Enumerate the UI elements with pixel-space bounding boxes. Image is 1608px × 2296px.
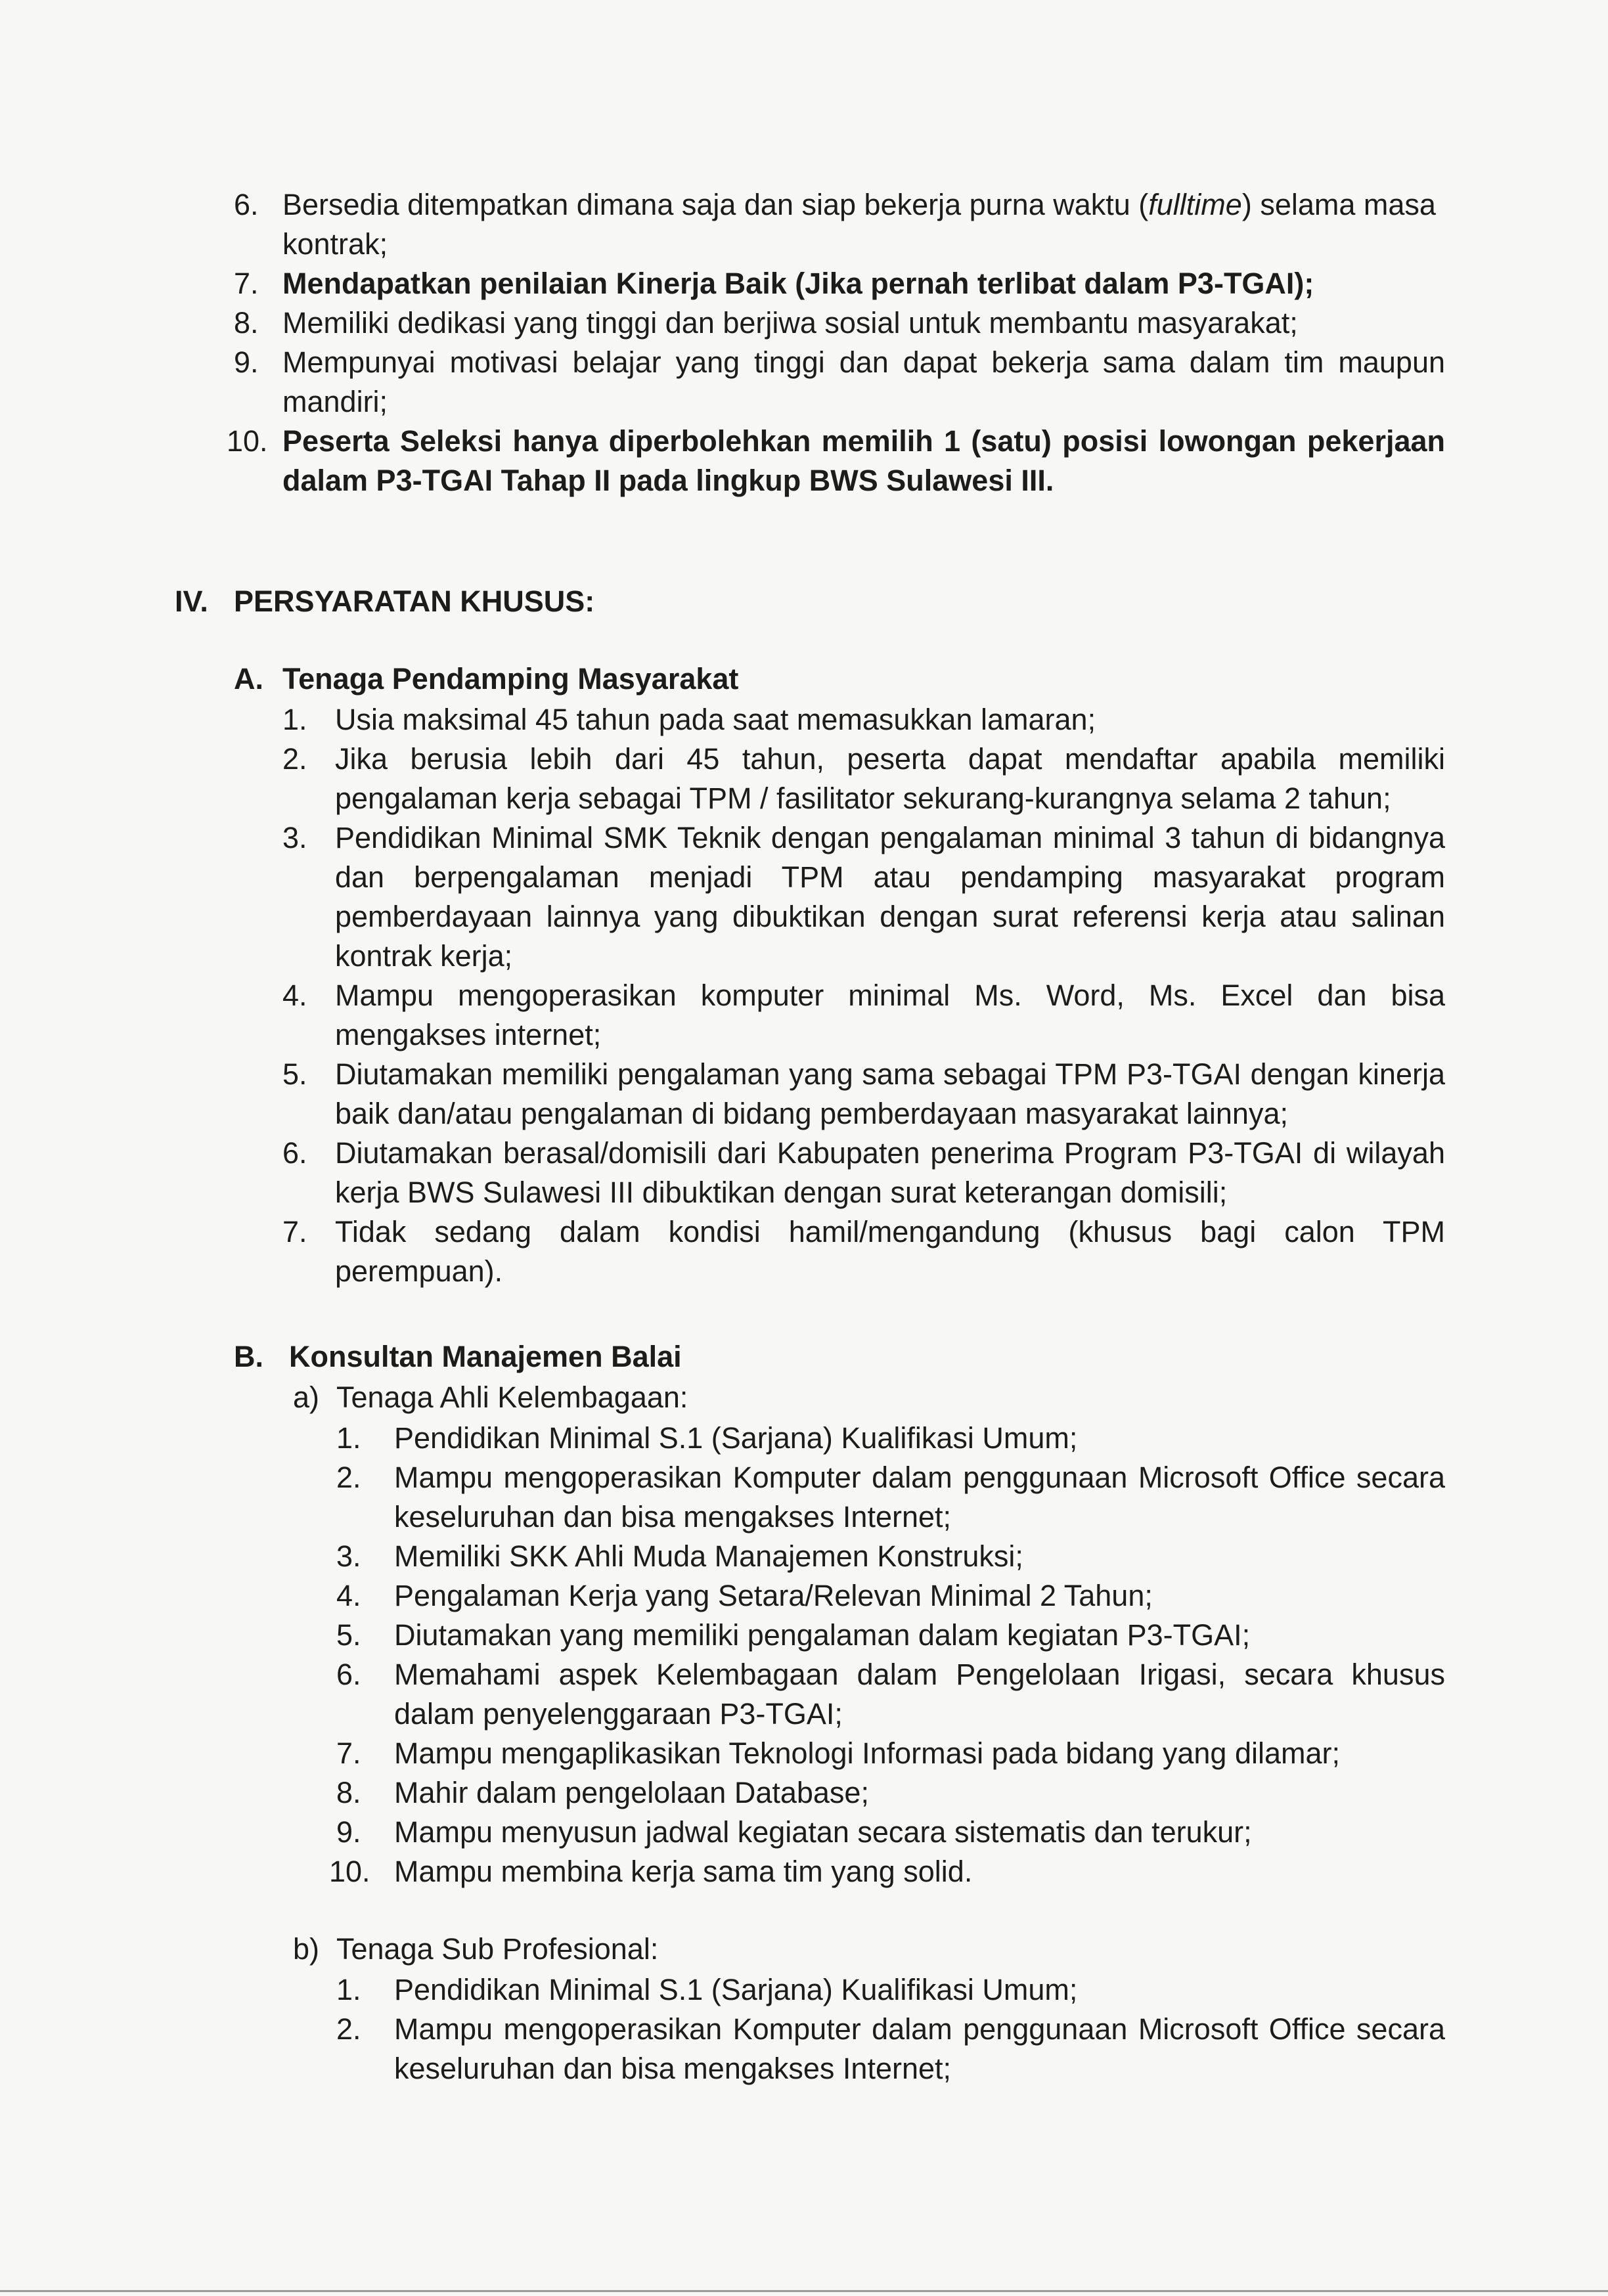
list-number: 7. xyxy=(282,1215,307,1248)
list-number: 2. xyxy=(282,742,307,776)
list-number: 2. xyxy=(336,1461,361,1494)
list-text: Diutamakan memiliki pengalaman yang sama sebagai TPM P3-TGAI dengan kinerja xyxy=(335,1057,1445,1091)
list-number: 10. xyxy=(227,424,268,458)
section-title: PERSYARATAN KHUSUS: xyxy=(234,585,595,618)
list-text: Tidak sedang dalam kondisi hamil/mengandung (khusus bagi calon TPM xyxy=(335,1215,1445,1248)
list-text: Mampu menyusun jadwal kegiatan secara sistematis dan terukur; xyxy=(394,1815,1252,1849)
list-text: Pengalaman Kerja yang Setara/Relevan Minimal 2 Tahun; xyxy=(394,1579,1153,1612)
list-text: keseluruhan dan bisa mengakses Internet; xyxy=(394,1500,952,1534)
list-number: 1. xyxy=(336,1421,361,1455)
subsection-letter: A. xyxy=(234,662,263,695)
list-text: kerja BWS Sulawesi III dibuktikan dengan surat keterangan domisili; xyxy=(335,1176,1228,1209)
list-text: dan berpengalaman menjadi TPM atau pendamping masyarakat program xyxy=(335,860,1445,894)
group-label: b) xyxy=(293,1932,320,1966)
list-text: Diutamakan berasal/domisili dari Kabupaten penerima Program P3-TGAI di wilayah xyxy=(335,1136,1445,1170)
list-number: 1. xyxy=(282,703,307,736)
list-text: pengalaman kerja sebagai TPM / fasilitator sekurang-kurangnya selama 2 tahun; xyxy=(335,782,1391,815)
list-text: Bersedia ditempatkan dimana saja dan siap bekerja purna waktu (fulltime) selama masa xyxy=(282,188,1436,221)
list-number: 8. xyxy=(234,306,259,340)
list-text: Pendidikan Minimal S.1 (Sarjana) Kualifikasi Umum; xyxy=(394,1973,1078,2006)
list-text: pemberdayaan lainnya yang dibuktikan dengan surat referensi kerja atau salinan xyxy=(335,900,1445,933)
list-text: keseluruhan dan bisa mengakses Internet; xyxy=(394,2052,952,2085)
list-number: 5. xyxy=(336,1618,361,1652)
list-number: 9. xyxy=(234,345,259,379)
group-title: Tenaga Ahli Kelembagaan: xyxy=(336,1380,688,1414)
list-text: Mampu membina kerja sama tim yang solid. xyxy=(394,1855,973,1888)
list-number: 2. xyxy=(336,2012,361,2046)
subsection-letter: B. xyxy=(234,1340,263,1373)
list-text: Mahir dalam pengelolaan Database; xyxy=(394,1776,869,1809)
list-text: Memiliki dedikasi yang tinggi dan berjiwa sosial untuk membantu masyarakat; xyxy=(282,306,1298,340)
list-text: Memahami aspek Kelembagaan dalam Pengelolaan Irigasi, secara khusus xyxy=(394,1658,1445,1691)
list-number: 3. xyxy=(282,821,307,854)
list-text: perempuan). xyxy=(335,1254,503,1288)
document-page: 6. Bersedia ditempatkan dimana saja dan siap bekerja purna waktu (fulltime) selama masa kontrak; 7. Mendapatkan penilaian Kinerja Baik (Jika pernah terlibat dalam P3-TGAI); 8. Memiliki dedikasi yang tinggi dan berjiwa sosial untuk membantu masyarakat; 9. Mempunyai motivasi belajar yang tinggi dan dapat bekerja sama dalam tim maupun mandiri; 10. Peserta Seleksi hanya diperbolehkan memilih 1 (satu) posisi lowongan pekerjaan dalam P3-TGAI Tahap II pada lingkup BWS Sulawesi III. IV. PERSYARATAN KHUSUS: A. Tenaga Pendamping Masyarakat 1. Usia maksimal 45 tahun pada saat memasukkan lamaran; 2. Jika berusia lebih dari 45 tahun, peserta dapat mendaftar apabila memiliki pengalaman kerja sebagai TPM / fasilitator sekurang-kurangnya selama 2 tahun; 3. Pendidikan Minimal SMK Teknik dengan pengalaman minimal 3 tahun di bidangnya dan berpengalaman menjadi TPM atau pendamping masyarakat program pemberdayaan lainnya yang dibuktikan dengan surat referensi kerja atau salinan kontrak kerja; 4. Mampu mengoperasikan komputer minimal Ms. Word, Ms. Excel dan bisa mengakses internet; 5. Diutamakan memiliki pengalaman yang sama sebagai TPM P3-TGAI dengan kinerja baik dan/atau pengalaman di bidang pemberdayaan masyarakat lainnya; 6. Diutamakan berasal/domisili dari Kabupaten penerima Program P3-TGAI di wilayah kerja BWS Sulawesi III dibuktikan dengan surat keterangan domisili; 7. Tidak sedang dalam kondisi hamil/mengandung (khusus bagi calon TPM perempuan). B. Konsultan Manajemen Balai a) Tenaga Ahli Kelembagaan: 1. Pendidikan Minimal S.1 (Sarjana) Kualifikasi Umum; 2. Mampu mengoperasikan Komputer dalam penggunaan Microsoft Office secara keseluruhan dan bisa mengakses Internet; 3. Memiliki SKK Ahli Muda Manajemen Konstruksi; 4. Pengalaman Kerja yang Setara/Relevan Minimal 2 Tahun; 5. Diutamakan yang memiliki pengalaman dalam kegiatan P3-TGAI; 6. Memahami aspek Kelembagaan dalam Pengelolaan Irigasi, secara khusus dalam penyelenggaraan P3-TGAI; 7. Mampu mengaplikasikan Teknologi Informasi pada bidang yang dilamar; 8. Mahir dalam pengelolaan Database; 9. Mampu menyusun jadwal kegiatan secara sistematis dan terukur; 10. Mampu membina kerja sama tim yang solid. b) Tenaga Sub Profesional: 1. Pendidikan Minimal S.1 (Sarjana) Kualifikasi Umum; 2. Mampu mengoperasikan Komputer dalam penggunaan Microsoft Office secara keseluruhan dan bisa mengakses Internet; xyxy=(0,0,1608,2296)
list-text: dalam penyelenggaraan P3-TGAI; xyxy=(394,1697,843,1731)
group-label: a) xyxy=(293,1380,320,1414)
list-number: 7. xyxy=(234,267,259,300)
list-number: 6. xyxy=(234,188,259,221)
list-text: Usia maksimal 45 tahun pada saat memasukkan lamaran; xyxy=(335,703,1096,736)
list-text: Mampu mengaplikasikan Teknologi Informasi pada bidang yang dilamar; xyxy=(394,1736,1340,1770)
list-number: 4. xyxy=(282,979,307,1012)
list-text: Mempunyai motivasi belajar yang tinggi dan dapat bekerja sama dalam tim maupun xyxy=(282,345,1445,379)
list-text: kontrak kerja; xyxy=(335,939,513,973)
subsection-title: Konsultan Manajemen Balai xyxy=(289,1340,682,1373)
list-number: 9. xyxy=(336,1815,361,1849)
italic-term: fulltime xyxy=(1148,188,1242,221)
list-number: 6. xyxy=(336,1658,361,1691)
section-number: IV. xyxy=(175,585,208,618)
list-number: 8. xyxy=(336,1776,361,1809)
list-number: 5. xyxy=(282,1057,307,1091)
list-text: baik dan/atau pengalaman di bidang pemberdayaan masyarakat lainnya; xyxy=(335,1097,1288,1130)
list-text: Mampu mengoperasikan komputer minimal Ms. Word, Ms. Excel dan bisa xyxy=(335,979,1445,1012)
list-number: 4. xyxy=(336,1579,361,1612)
list-number: 3. xyxy=(336,1539,361,1573)
list-text: Mampu mengoperasikan Komputer dalam penggunaan Microsoft Office secara xyxy=(394,1461,1445,1494)
list-number: 10. xyxy=(329,1855,370,1888)
list-text: Pendidikan Minimal S.1 (Sarjana) Kualifikasi Umum; xyxy=(394,1421,1078,1455)
page-bottom-rule xyxy=(0,2290,1608,2292)
list-text: Diutamakan yang memiliki pengalaman dalam kegiatan P3-TGAI; xyxy=(394,1618,1251,1652)
list-text: Jika berusia lebih dari 45 tahun, peserta dapat mendaftar apabila memiliki xyxy=(335,742,1445,776)
list-number: 7. xyxy=(336,1736,361,1770)
list-text: Mampu mengoperasikan Komputer dalam penggunaan Microsoft Office secara xyxy=(394,2012,1445,2046)
list-text: Mendapatkan penilaian Kinerja Baik (Jika pernah terlibat dalam P3-TGAI); xyxy=(282,267,1314,300)
list-number: 1. xyxy=(336,1973,361,2006)
list-text: mengakses internet; xyxy=(335,1018,602,1051)
list-text: Memiliki SKK Ahli Muda Manajemen Konstruksi; xyxy=(394,1539,1023,1573)
subsection-title: Tenaga Pendamping Masyarakat xyxy=(282,662,739,695)
list-text: Pendidikan Minimal SMK Teknik dengan pengalaman minimal 3 tahun di bidangnya xyxy=(335,821,1445,854)
list-text: Peserta Seleksi hanya diperbolehkan memilih 1 (satu) posisi lowongan pekerjaan xyxy=(282,424,1445,458)
group-title: Tenaga Sub Profesional: xyxy=(336,1932,659,1966)
list-number: 6. xyxy=(282,1136,307,1170)
